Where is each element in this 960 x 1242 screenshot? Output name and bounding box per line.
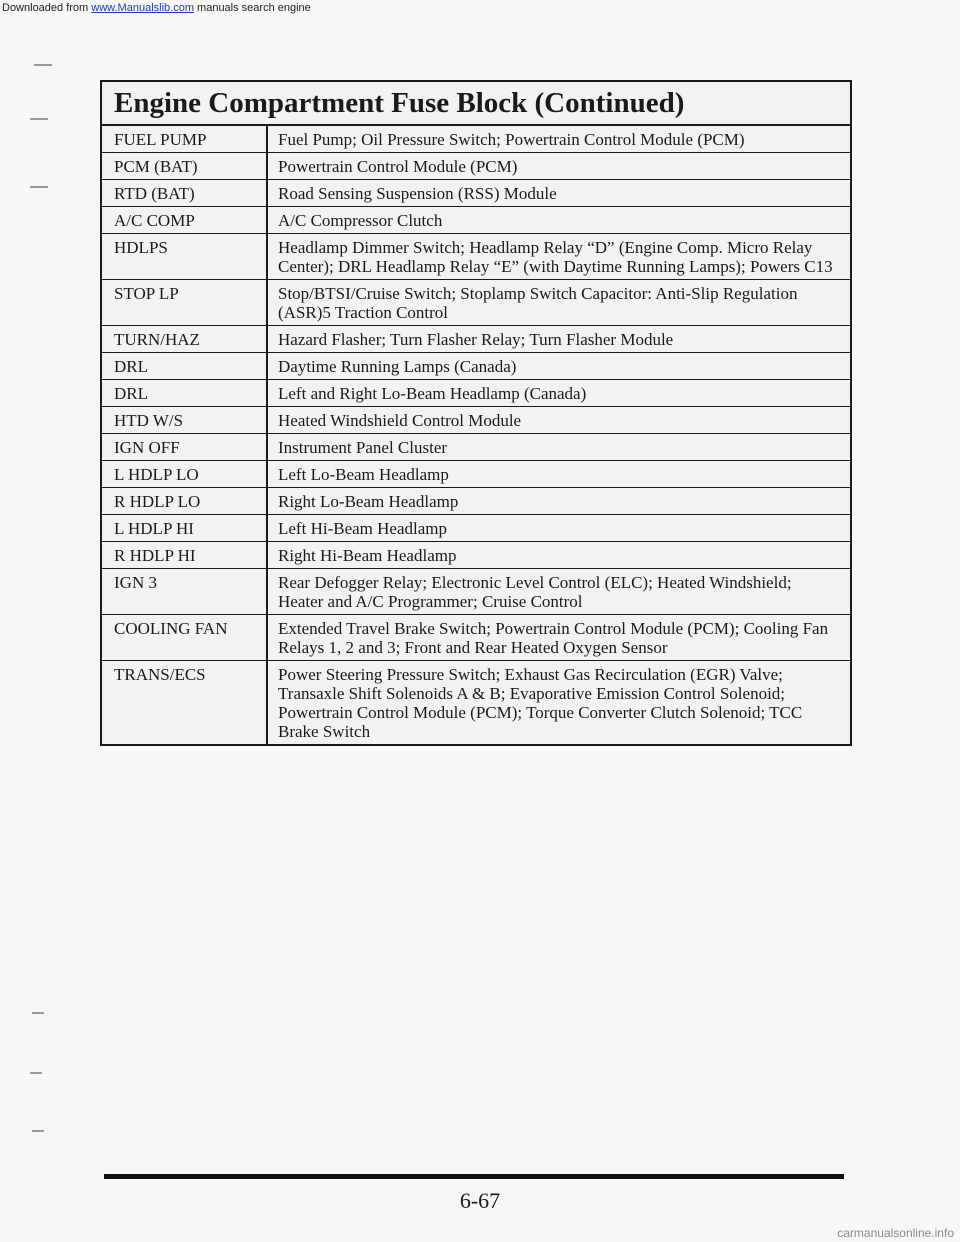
fuse-name-cell: L HDLP LO	[102, 461, 268, 487]
table-row	[102, 515, 850, 542]
fuse-name-cell: PCM (BAT)	[102, 153, 268, 179]
margin-mark	[30, 118, 48, 120]
margin-mark	[30, 1072, 42, 1074]
margin-mark	[32, 1012, 44, 1014]
table-title: Engine Compartment Fuse Block (Continued)	[102, 82, 850, 126]
margin-mark	[30, 186, 48, 188]
fuse-name-cell: A/C COMP	[102, 207, 268, 233]
fuse-name-cell: HDLPS	[102, 234, 268, 279]
fuse-name-cell: DRL	[102, 380, 268, 406]
fuse-description-cell: Rear Defogger Relay; Electronic Level Control (ELC); Heated Windshield; Heater and A/C Programmer; Cruise Control	[278, 573, 792, 611]
fuse-name-cell: FUEL PUMP	[102, 126, 268, 152]
footer-site: carmanualsonline.info	[837, 1226, 954, 1240]
table-row	[102, 569, 850, 615]
table-row	[102, 153, 850, 180]
table-row	[102, 661, 850, 744]
fuse-name-cell: IGN 3	[102, 569, 268, 614]
fuse-description-cell: Left and Right Lo-Beam Headlamp (Canada)	[278, 384, 587, 403]
table-row	[102, 353, 850, 380]
fuse-name-cell: DRL	[102, 353, 268, 379]
fuse-description-cell: Hazard Flasher; Turn Flasher Relay; Turn Flasher Module	[278, 330, 674, 349]
fuse-description-cell: Heated Windshield Control Module	[278, 411, 522, 430]
margin-mark	[34, 64, 52, 66]
fuse-description-cell: Instrument Panel Cluster	[278, 438, 448, 457]
fuse-name-cell: L HDLP HI	[102, 515, 268, 541]
fuse-table	[100, 80, 852, 746]
fuse-description-cell: Daytime Running Lamps (Canada)	[278, 357, 517, 376]
fuse-description-cell: Right Lo-Beam Headlamp	[278, 492, 459, 511]
fuse-description-cell: Extended Travel Brake Switch; Powertrain Control Module (PCM); Cooling Fan Relays 1, 2 and 3; Front and Rear Heated Oxygen Sensor	[278, 619, 829, 657]
page-number: 6-67	[459, 1188, 501, 1213]
table-body	[102, 126, 850, 744]
fuse-name-cell: RTD (BAT)	[102, 180, 268, 206]
fuse-description-cell: Left Lo-Beam Headlamp	[278, 465, 449, 484]
table-row	[102, 615, 850, 661]
fuse-name-cell: TURN/HAZ	[102, 326, 268, 352]
table-row	[102, 180, 850, 207]
fuse-description-cell: Road Sensing Suspension (RSS) Module	[278, 184, 557, 203]
footer-rule	[104, 1174, 844, 1179]
table-row	[102, 234, 850, 280]
download-note	[0, 0, 960, 16]
fuse-description-cell: A/C Compressor Clutch	[278, 211, 443, 230]
table-row	[102, 126, 850, 153]
fuse-name-cell: TRANS/ECS	[102, 661, 268, 744]
table-row	[102, 461, 850, 488]
fuse-description-cell: Left Hi-Beam Headlamp	[278, 519, 447, 538]
table-row	[102, 280, 850, 326]
download-suffix: manuals search engine	[193, 2, 311, 14]
fuse-name-cell: IGN OFF	[102, 434, 268, 460]
table-row	[102, 407, 850, 434]
fuse-description-cell: Powertrain Control Module (PCM)	[278, 157, 518, 176]
fuse-description-cell: Fuel Pump; Oil Pressure Switch; Powertrain Control Module (PCM)	[278, 130, 745, 149]
fuse-name-cell: R HDLP HI	[102, 542, 268, 568]
table-row	[102, 380, 850, 407]
download-prefix: Downloaded from	[2, 2, 92, 14]
fuse-name-cell: R HDLP LO	[102, 488, 268, 514]
fuse-name-cell: COOLING FAN	[102, 615, 268, 660]
fuse-description-cell: Power Steering Pressure Switch; Exhaust Gas Recirculation (EGR) Valve; Transaxle Shift Solenoids A & B; Evaporative Emission Control Solenoid; Powertrain Control Module (PCM); Torque Converter Clutch Solenoid; TCC Brake Switch	[278, 665, 803, 741]
manualslib-link[interactable]: www.Manualslib.com	[91, 2, 194, 14]
table-row	[102, 542, 850, 569]
fuse-description-cell: Stop/BTSI/Cruise Switch; Stoplamp Switch Capacitor: Anti-Slip Regulation (ASR)5 Traction Control	[278, 284, 798, 322]
fuse-description-cell: Headlamp Dimmer Switch; Headlamp Relay “D” (Engine Comp. Micro Relay Center); DRL Headlamp Relay “E” (with Daytime Running Lamps); Powers C13	[278, 238, 833, 276]
table-row	[102, 488, 850, 515]
table-row	[102, 326, 850, 353]
fuse-description-cell: Right Hi-Beam Headlamp	[278, 546, 457, 565]
table-row	[102, 434, 850, 461]
table-row	[102, 207, 850, 234]
fuse-name-cell: HTD W/S	[102, 407, 268, 433]
fuse-name-cell: STOP LP	[102, 280, 268, 325]
margin-mark	[32, 1130, 44, 1132]
